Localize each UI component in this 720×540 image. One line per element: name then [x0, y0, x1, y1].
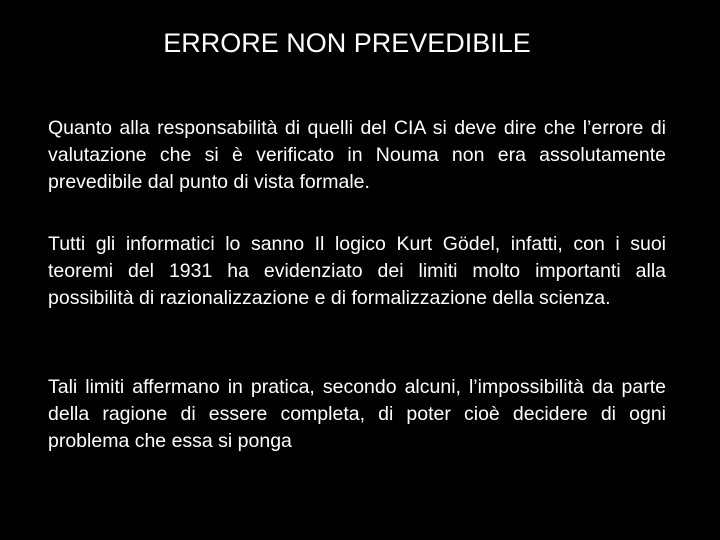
paragraph-godel: Tutti gli informatici lo sanno Il logico Kurt Gödel, infatti, con i suoi teoremi del 1931 ha evidenziato dei limiti molto importanti alla possibilità di razionalizzazione e di formalizzazione della scienza.: [48, 233, 666, 309]
paragraph-responsibility: Quanto alla responsabilità di quelli del CIA si deve dire che l’errore di valutazione che si è verificato in Nouma non era assolutamente prevedibile dal punto di vista formale.: [48, 117, 666, 193]
paragraph-limits: Tali limiti affermano in pratica, secondo alcuni, l’impossibilità da parte della ragione di essere completa, di poter cioè decidere di ogni problema che essa si ponga: [48, 376, 666, 452]
slide-title: ERRORE NON PREVEDIBILE: [163, 28, 531, 58]
